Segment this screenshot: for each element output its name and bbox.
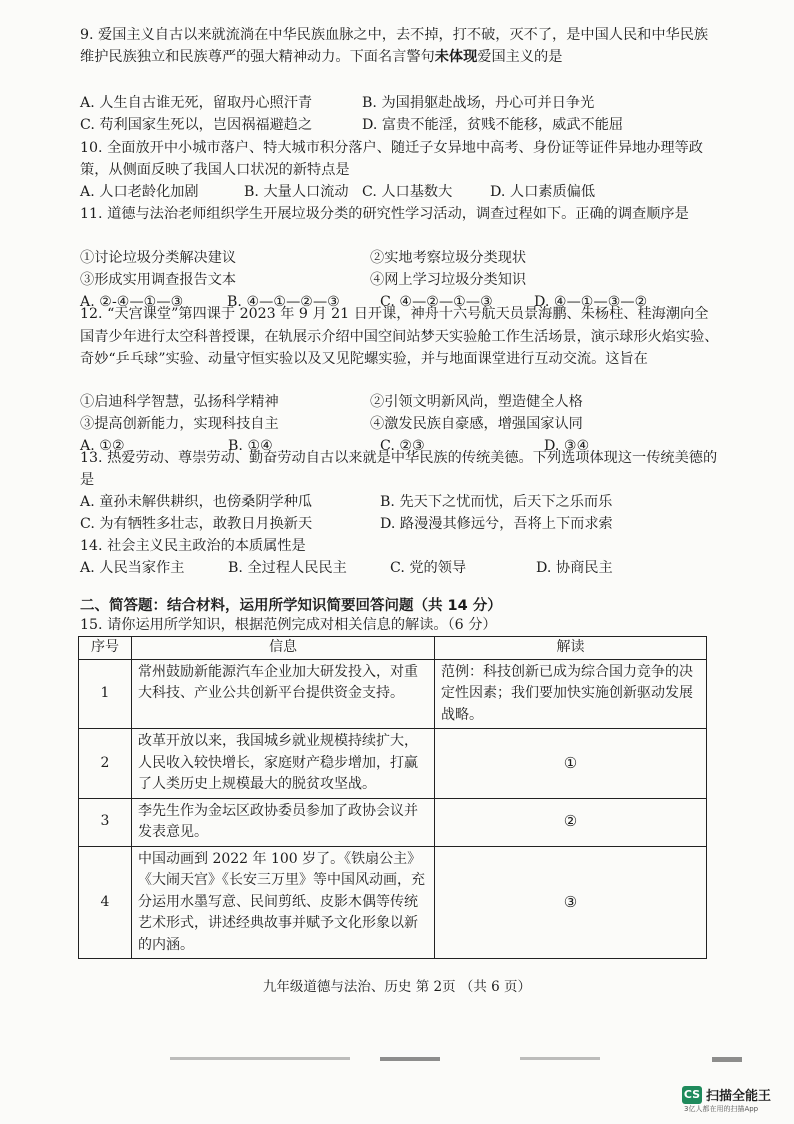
q9-option-c: C. 苟利国家生死以，岂因祸福避趋之 [80,117,313,133]
question-9 [80,24,720,68]
table-header-row [79,637,707,660]
q14-option-c: C. 党的领导 [390,560,467,576]
q14-option-b: B. 全过程人民民主 [228,560,347,576]
q11-statement-3: ③形成实用调查报告文本 [80,272,237,288]
interpretation-table [78,636,707,959]
q14-option-d: D. 协商民主 [536,560,613,576]
question-12-stem: 12. “天宫课堂”第四课于 2023 年 9 月 21 日开课，神舟十六号航天员景海鹏、朱杨柱、桂海潮向全国青少年进行太空科普授课，在轨展示介绍中国空间站梦天实验舱工作生活场景，演示球形火焰实验、奇妙“乒乓球”实验、动量守恒实验以及又见陀螺实验，并与地面课堂进行互动交流。这旨在 [80,306,719,367]
scanner-tagline: 3亿人都在用的扫描App [684,1105,759,1113]
q12-statement-3: ③提高创新能力，实现科技自主 [80,416,279,432]
question-11-stem: 11. 道德与法治老师组织学生开展垃圾分类的研究性学习活动，调查过程如下。正确的调查顺序是 [80,206,689,222]
row-info: 改革开放以来，我国城乡就业规模持续扩大，人民收入较快增长，家庭财产稳步增加，打赢了人类历史上规模最大的脱贫攻坚战。 [132,729,435,799]
q12-option-c: C. ②③ [380,438,425,454]
q13-option-c: C. 为有牺牲多壮志，敢教日月换新天 [80,516,313,532]
header-interpretation: 解读 [435,637,707,660]
question-9-emphasis: 未体现 [434,49,478,66]
q13-option-b: B. 先天下之忧而忧，后天下之乐而乐 [380,494,613,510]
table-row [79,798,707,846]
scanner-app-name: 扫描全能王 [706,1089,772,1104]
q11-option-c: C. ④—②—①—③ [380,294,493,310]
row-number: 2 [79,729,132,799]
row-number: 3 [79,798,132,846]
row-info: 李先生作为金坛区政协委员参加了政协会议并发表意见。 [132,798,435,846]
q10-option-a: A. 人口老龄化加剧 [80,184,199,200]
row-number: 1 [79,659,132,729]
q11-statement-4: ④网上学习垃圾分类知识 [370,272,527,288]
q13-option-d: D. 路漫漫其修远兮，吾将上下而求索 [380,516,613,532]
table-row [79,729,707,799]
page-footer: 九年级道德与法治、历史 第 2页 （共 6 页） [262,979,532,995]
q9-option-b: B. 为国捐躯赴战场，丹心可并日争光 [362,95,595,111]
q10-option-b: B. 大量人口流动 [244,184,349,200]
q11-option-d: D. ④—①—③—② [534,294,648,310]
header-info: 信息 [132,637,435,660]
q9-option-a: A. 人生自古谁无死，留取丹心照汗青 [80,95,313,111]
scan-artifact [380,1057,440,1061]
scan-artifact [712,1057,742,1062]
q11-option-a: A. ②-④—①—③ [80,294,184,310]
q13-option-a: A. 童孙未解供耕织，也傍桑阴学种瓜 [80,494,313,510]
q11-statement-1: ①讨论垃圾分类解决建议 [80,250,237,266]
question-15-stem: 15. 请你运用所学知识，根据范例完成对相关信息的解读。（6 分） [80,617,497,633]
answer-blank-3[interactable]: ③ [435,846,707,959]
q12-option-b: B. ①④ [228,438,273,454]
row-interpretation: 范例：科技创新已成为综合国力竞争的决定性因素；我们要加快实施创新驱动发展战略。 [435,659,707,729]
row-info: 常州鼓励新能源汽车企业加大研发投入，对重大科技、产业公共创新平台提供资金支持。 [132,659,435,729]
table-row [79,846,707,959]
row-info: 中国动画到 2022 年 100 岁了。《铁扇公主》《大闹天宫》《长安三万里》等中国风动画，充分运用水墨写意、民间剪纸、皮影木偶等传统艺术形式，讲述经典故事并赋予文化形象以新的内涵。 [132,846,435,959]
question-13-stem: 13. 热爱劳动、尊崇劳动、勤奋劳动自古以来就是中华民族的传统美德。下列选项体现这一传统美德的是 [80,450,718,489]
answer-blank-2[interactable]: ② [435,798,707,846]
scan-artifact [520,1057,600,1060]
question-10-stem: 10. 全面放开中小城市落户、特大城市积分落户、随迁子女异地中高考、身份证等证件异地办理等政策，从侧面反映了我国人口状况的新特点是 [80,140,703,179]
q12-statement-2: ②引领文明新风尚，塑造健全人格 [370,394,583,410]
q14-option-a: A. 人民当家作主 [80,560,185,576]
scanner-watermark [682,1084,771,1104]
q12-statement-1: ①启迪科学智慧，弘扬科学精神 [80,394,279,410]
scanner-logo-icon: CS [682,1086,702,1104]
q10-option-c: C. 人口基数大 [362,184,453,200]
section-2-title: 二、简答题：结合材料，运用所学知识简要回答问题（共 14 分） [80,598,502,614]
header-number: 序号 [79,637,132,660]
q11-option-b: B. ④—①—②—③ [227,294,340,310]
table-row [79,659,707,729]
q12-option-a: A. ①② [80,438,125,454]
question-9-stem: 9. 爱国主义自古以来就流淌在中华民族血脉之中，去不掉，打不破，灭不了，是中国人民和中华民族维护民族独立和民族尊严的强大精神动力。下面名言警句未体现爱国主义的是 [80,27,709,66]
question-14-stem: 14. 社会主义民主政治的本质属性是 [80,538,306,554]
q9-option-d: D. 富贵不能淫，贫贱不能移，威武不能屈 [362,117,624,133]
q12-statement-4: ④激发民族自豪感，增强国家认同 [370,416,583,432]
answer-blank-1[interactable]: ① [435,729,707,799]
q11-statement-2: ②实地考察垃圾分类现状 [370,250,527,266]
q12-option-d: D. ③④ [544,438,590,454]
row-number: 4 [79,846,132,959]
q10-option-d: D. 人口素质偏低 [490,184,596,200]
scan-artifact [170,1057,350,1060]
